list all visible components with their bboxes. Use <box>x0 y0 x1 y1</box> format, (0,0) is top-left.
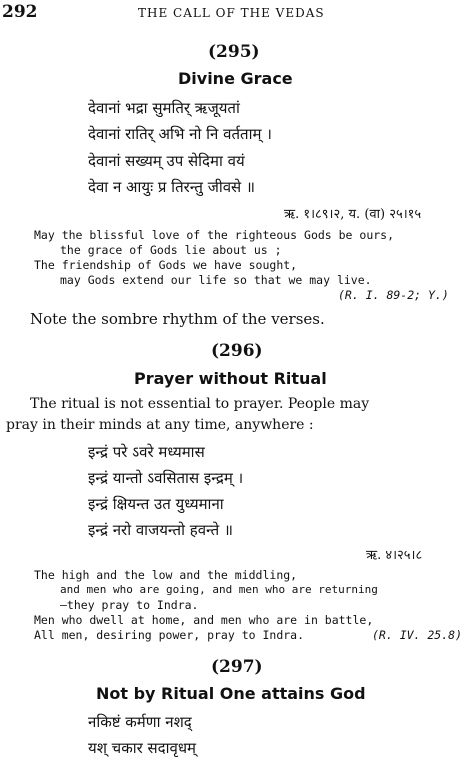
section-title: Not by Ritual One attains God <box>96 684 366 703</box>
intro-line: pray in their minds at any time, anywhere : <box>6 417 314 433</box>
translation-line: The friendship of Gods we have sought, <box>34 258 298 272</box>
translation-line: and men who are going, and men who are returning <box>60 583 378 596</box>
section-number: (296) <box>211 341 263 361</box>
citation: (R. IV. 25.8) <box>372 628 463 642</box>
section-number: (295) <box>208 42 260 62</box>
section-title: Prayer without Ritual <box>134 369 327 388</box>
sanskrit-verse-line: इन्द्रं क्षियन्त उत युध्यमाना <box>88 495 224 513</box>
translation-line: Men who dwell at home, and men who are in battle, <box>34 613 374 627</box>
intro-line: The ritual is not essential to prayer. People may <box>30 396 370 412</box>
translation-line: May the blissful love of the righteous Gods be ours, <box>34 228 395 242</box>
sanskrit-reference: ऋ. १।८९।२, य. (वा) २५।१५ <box>284 207 422 222</box>
sanskrit-verse-line: देवानां सख्यम् उप सेदिमा वयं <box>88 152 245 170</box>
page-number: 292 <box>2 2 38 22</box>
translation-line: —they pray to Indra. <box>60 598 199 612</box>
section-title: Divine Grace <box>178 69 293 88</box>
translation-line: All men, desiring power, pray to Indra. <box>34 628 305 642</box>
translation-line: may Gods extend our life so that we may live. <box>60 273 372 287</box>
sanskrit-verse-line: देवा न आयुः प्र तिरन्तु जीवसे ॥ <box>88 178 255 196</box>
sanskrit-verse-line: यश् चकार सदावृधम् <box>88 739 197 757</box>
translation-line: The high and the low and the middling, <box>34 568 298 582</box>
sanskrit-verse-line: इन्द्रं यान्तो ऽवसितास इन्द्रम् । <box>88 469 244 487</box>
section-number: (297) <box>211 657 263 677</box>
translation-line: the grace of Gods lie about us ; <box>60 243 282 257</box>
note-text: Note the sombre rhythm of the verses. <box>30 310 325 328</box>
sanskrit-verse-line: नकिष्टं कर्मणा नशद् <box>88 713 192 731</box>
sanskrit-reference: ऋ. ४।२५।८ <box>366 548 423 563</box>
citation: (R. I. 89-2; Y.) <box>338 288 449 302</box>
sanskrit-verse-line: देवानां रातिर् अभि नो नि वर्तताम् । <box>88 125 272 143</box>
sanskrit-verse-line: देवानां भद्रा सुमतिर् ऋजूयतां <box>88 99 240 117</box>
sanskrit-verse-line: इन्द्रं परे ऽवरे मध्यमास <box>88 443 205 461</box>
running-head: THE CALL OF THE VEDAS <box>138 6 325 20</box>
sanskrit-verse-line: इन्द्रं नरो वाजयन्तो हवन्ते ॥ <box>88 521 233 539</box>
